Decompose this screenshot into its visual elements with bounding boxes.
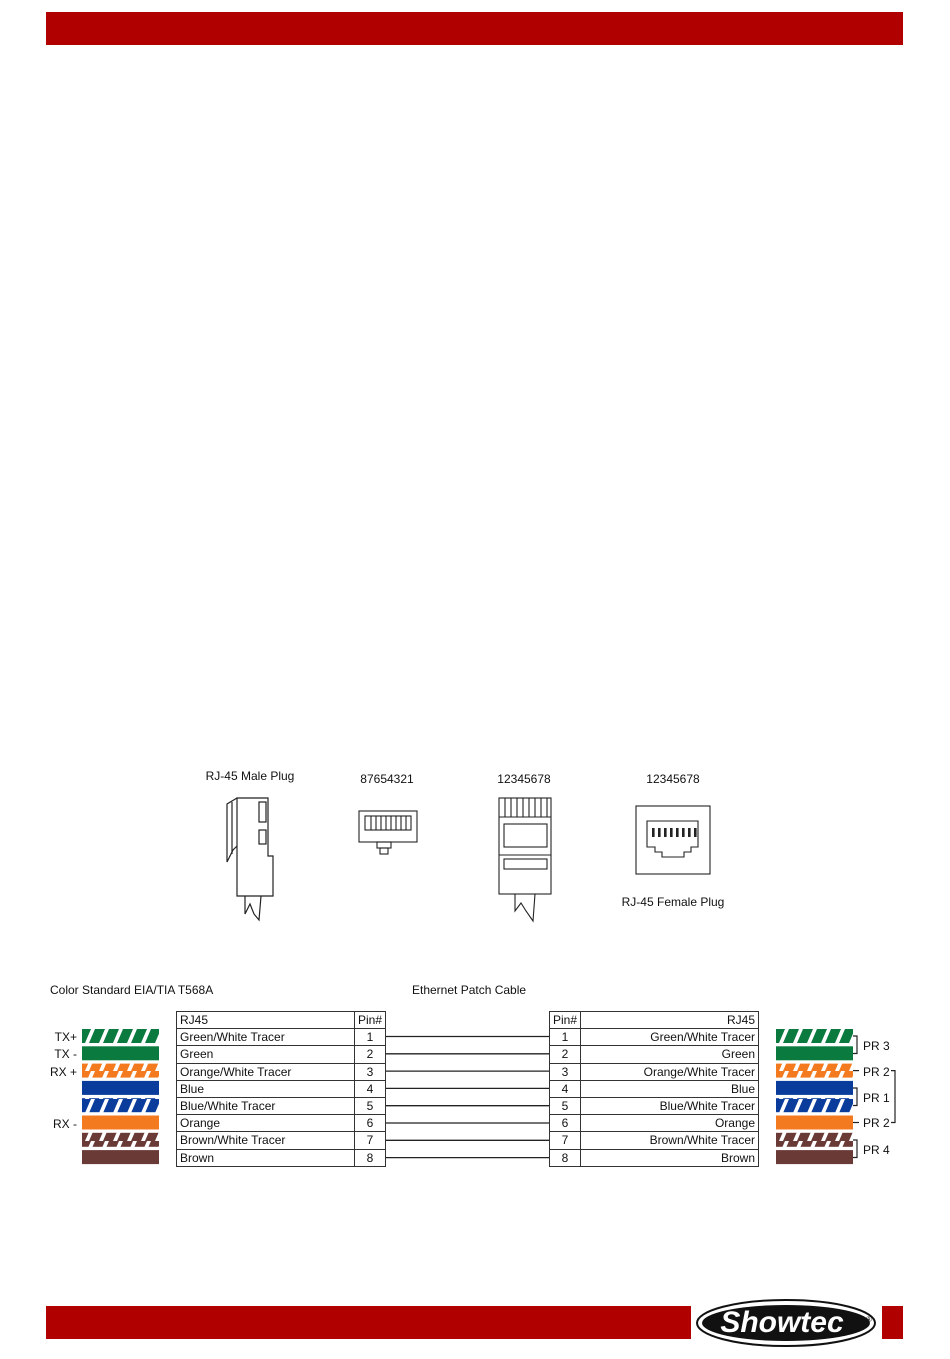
table-row <box>177 1132 386 1149</box>
table-row <box>550 1080 759 1097</box>
pin-number: 3 <box>354 1063 385 1080</box>
left-rj45-table <box>176 1011 386 1167</box>
wire-name: Green/White Tracer <box>581 1029 759 1046</box>
female-pin-order: 12345678 <box>646 772 700 786</box>
male-plug-side-drawing <box>215 790 285 930</box>
pr3-bracket <box>853 1036 857 1054</box>
swatch-green <box>776 1046 853 1060</box>
table-row <box>550 1149 759 1166</box>
wire-name: Green <box>581 1046 759 1063</box>
footer-bar-end <box>882 1306 903 1339</box>
female-jack-drawing <box>632 800 714 880</box>
table-row <box>177 1046 386 1063</box>
pin-number: 6 <box>354 1115 385 1132</box>
swatch-orange <box>82 1116 159 1130</box>
front-pin-order: 87654321 <box>360 772 414 786</box>
pin-number: 5 <box>354 1097 385 1114</box>
signal-label-tx-minus: TX - <box>54 1047 77 1061</box>
header-bar <box>46 12 903 45</box>
table-row <box>550 1115 759 1132</box>
color-standard-title: Color Standard EIA/TIA T568A <box>50 983 214 997</box>
pin-number: 7 <box>550 1132 581 1149</box>
pr4-bracket <box>853 1140 857 1158</box>
pair-label-pr2-top: PR 2 <box>863 1065 890 1079</box>
signal-label-rx-plus: RX + <box>49 1065 77 1079</box>
wire-name: Brown/White Tracer <box>177 1132 355 1149</box>
pin-number: 1 <box>354 1029 385 1046</box>
table-row <box>177 1080 386 1097</box>
pair-label-pr2-bottom: PR 2 <box>863 1116 890 1130</box>
signal-label-tx-plus: TX+ <box>54 1030 77 1044</box>
table-row <box>550 1046 759 1063</box>
wire-name: Blue/White Tracer <box>177 1097 355 1114</box>
pin-number: 4 <box>354 1080 385 1097</box>
pr2-bracket <box>891 1071 895 1123</box>
left-wire-swatches <box>82 1029 160 1167</box>
plug-top-drawing <box>493 793 558 928</box>
col-pin: Pin# <box>354 1012 385 1029</box>
swatch-orange <box>776 1116 853 1130</box>
wire-name: Green/White Tracer <box>177 1029 355 1046</box>
swatch-blue-white <box>776 1098 853 1112</box>
right-rj45-table <box>549 1011 759 1167</box>
pair-label-pr3: PR 3 <box>863 1039 890 1053</box>
table-row <box>177 1149 386 1166</box>
footer-bar <box>46 1306 691 1339</box>
col-rj45: RJ45 <box>177 1012 355 1029</box>
patch-cable-title: Ethernet Patch Cable <box>412 983 527 997</box>
pin-number: 6 <box>550 1115 581 1132</box>
swatch-green-white <box>776 1029 853 1043</box>
pair-label-pr4: PR 4 <box>863 1143 890 1157</box>
table-header <box>550 1012 759 1029</box>
wire-name: Orange <box>581 1115 759 1132</box>
table-row <box>550 1132 759 1149</box>
table-row <box>550 1029 759 1046</box>
col-pin: Pin# <box>550 1012 581 1029</box>
male-plug-title: RJ-45 Male Plug <box>205 769 295 783</box>
pin-number: 8 <box>354 1149 385 1166</box>
pin-number: 3 <box>550 1063 581 1080</box>
pair-label-pr1: PR 1 <box>863 1091 890 1105</box>
table-row <box>177 1115 386 1132</box>
wire-name: Brown/White Tracer <box>581 1132 759 1149</box>
swatch-green-white <box>82 1029 159 1043</box>
wire-name: Orange <box>177 1115 355 1132</box>
patch-cable-lines <box>386 1029 550 1169</box>
wire-name: Orange/White Tracer <box>177 1063 355 1080</box>
pin-number: 2 <box>550 1046 581 1063</box>
pr1-bracket <box>853 1088 857 1106</box>
swatch-brown-white <box>82 1133 159 1147</box>
pin-number: 7 <box>354 1132 385 1149</box>
swatch-orange-white <box>82 1064 159 1078</box>
table-row <box>177 1029 386 1046</box>
wire-name: Orange/White Tracer <box>581 1063 759 1080</box>
pin-number: 1 <box>550 1029 581 1046</box>
right-wire-swatches <box>776 1029 856 1167</box>
showtec-logo <box>694 1298 878 1348</box>
wire-name: Blue/White Tracer <box>581 1097 759 1114</box>
pin-number: 8 <box>550 1149 581 1166</box>
pin-number: 2 <box>354 1046 385 1063</box>
swatch-orange-white <box>776 1064 853 1078</box>
swatch-green <box>82 1046 159 1060</box>
wire-name: Green <box>177 1046 355 1063</box>
wire-name: Blue <box>581 1080 759 1097</box>
logo-text: Showtec <box>720 1306 844 1339</box>
pin-number: 4 <box>550 1080 581 1097</box>
swatch-blue <box>82 1081 159 1095</box>
plug-front-drawing <box>355 805 425 860</box>
wire-name: Blue <box>177 1080 355 1097</box>
svg-text:®: ® <box>866 1315 872 1324</box>
side-pin-order: 12345678 <box>497 772 551 786</box>
wire-name: Brown <box>177 1149 355 1166</box>
swatch-brown <box>776 1150 853 1164</box>
table-row <box>177 1063 386 1080</box>
table-row <box>177 1097 386 1114</box>
swatch-blue-white <box>82 1098 159 1112</box>
swatch-brown <box>82 1150 159 1164</box>
swatch-blue <box>776 1081 853 1095</box>
swatch-brown-white <box>776 1133 853 1147</box>
pin-number: 5 <box>550 1097 581 1114</box>
female-plug-title: RJ-45 Female Plug <box>621 895 725 909</box>
table-row <box>550 1097 759 1114</box>
signal-label-rx-minus: RX - <box>53 1117 77 1131</box>
table-row <box>550 1063 759 1080</box>
wire-name: Brown <box>581 1149 759 1166</box>
col-rj45: RJ45 <box>581 1012 759 1029</box>
table-header <box>177 1012 386 1029</box>
